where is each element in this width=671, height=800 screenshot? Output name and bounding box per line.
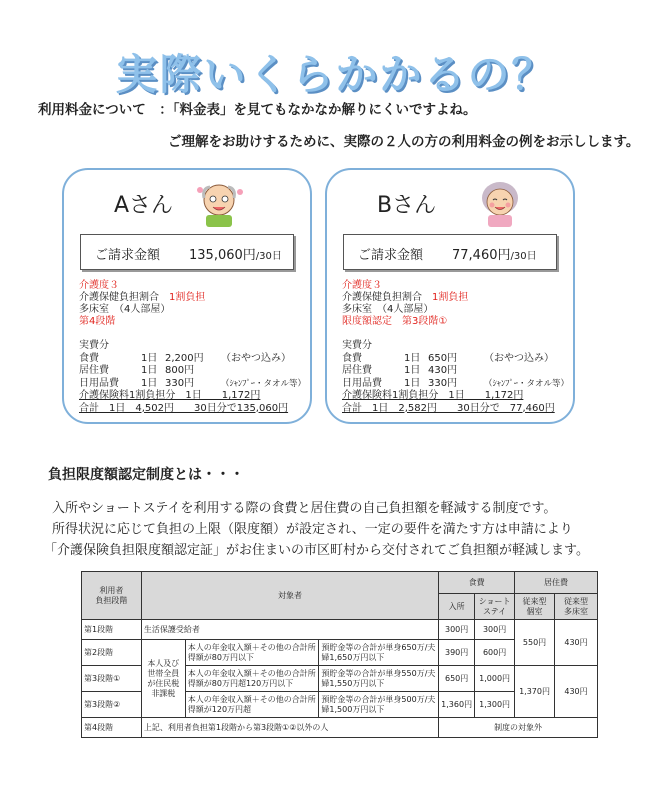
person-a-bill-box: [80, 234, 294, 270]
bill-label: ご請求金額: [358, 248, 424, 263]
person-b-bill-box: [343, 234, 557, 270]
table-row: 第4段階 上記、利用者負担第1段階から第3段階①②以外の人 制度の対象外: [82, 718, 598, 738]
cost-row: 居住費 1日 800円: [79, 365, 195, 376]
cost-row: 食費 1日 650円 （おやつ込み）: [342, 352, 554, 364]
section-heading: 負担限度額認定制度とは・・・: [48, 467, 244, 483]
person-b-info: [342, 280, 468, 328]
header-multi: 従来型 多床室: [555, 594, 598, 620]
header-nyusho: 入所: [439, 594, 475, 620]
stage: 第4段階: [79, 316, 116, 327]
cost-row: 食費 1日 2,200円 （おやつ込み）: [79, 352, 291, 364]
person-a-costs: [79, 340, 307, 415]
section-desc-3: 「介護保険負担限度額認定証」がお住まいの市区町村から交付されてご負担額が軽減します。: [44, 543, 589, 558]
costs-title: 実費分: [79, 340, 109, 351]
elderly-woman-icon: [473, 178, 527, 228]
page-title: 実際いくらかかるの？: [115, 50, 556, 99]
person-b-card: [325, 168, 575, 424]
group-label: 本人及び 世帯全員 が住民税 非課税: [141, 640, 185, 718]
bill-amount: 135,060円/30日: [189, 248, 282, 263]
section-desc-2: 所得状況に応じて負担の上限（限度額）が設定され、一定の要件を満たす方は申請により: [52, 522, 573, 537]
cost-row: 日用品費 1日 330円 （ｼｬﾝﾌﾟｰ・タオル等）: [342, 377, 570, 389]
cost-row: 居住費 1日 430円: [342, 365, 458, 376]
table-row: 第2段階 本人及び 世帯全員 が住民税 非課税 本人の年金収入額＋その他の合計所得額が80万円以下 預貯金等の合計が単身650万/夫婦1,650万円以下 390円 600円: [82, 640, 598, 666]
care-level: 介護度３: [342, 280, 382, 291]
total-line: 合計 1日 4,502円 30日分で135,060円: [79, 402, 289, 414]
bill-label: ご請求金額: [95, 248, 161, 263]
room-type: 多床室 （4人部屋）: [79, 304, 171, 315]
care-level: 介護度３: [79, 280, 119, 291]
header-stage: 利用者 負担段階: [82, 572, 142, 620]
intro-line-1: 利用料金について ：「料金表」を見てもなかなか解りにくいですよね。: [38, 102, 477, 118]
header-target: 対象者: [141, 572, 438, 620]
insurance-line: 介護保険料1割負担分 1日 1,172円: [342, 390, 524, 401]
table-row: 第3段階① 本人の年金収入額＋その他の合計所得額が80万円超120万円以下 預貯金等の合計が単身550万/夫婦1,550万円以下 650円 1,000円 1,370円 430円: [82, 666, 598, 692]
header-food: 食費: [439, 572, 515, 594]
bill-amount: 77,460円/30日: [452, 248, 537, 263]
header-individual: 従来型 個室: [515, 594, 555, 620]
costs-title: 実費分: [342, 340, 372, 351]
intro-line-2: ご理解をお助けするために、実際の２人の方の利用料金の例をお示しします。: [168, 134, 640, 150]
person-b-name: Bさん: [377, 193, 437, 218]
table-row: 第1段階 生活保護受給者 300円 300円 550円 430円: [82, 620, 598, 640]
table-row: 第3段階② 本人の年金収入額＋その他の合計所得額が120万円超 預貯金等の合計が単身500万/夫婦1,500万円以下 1,360円 1,300円: [82, 692, 598, 718]
person-a-name: Aさん: [114, 193, 174, 218]
person-b-costs: [342, 340, 570, 415]
person-a-card: [62, 168, 312, 424]
header-living: 居住費: [515, 572, 598, 594]
header-short: ショート ステイ: [475, 594, 515, 620]
room-type: 多床室 （4人部屋）: [342, 304, 434, 315]
person-a-info: [79, 280, 205, 328]
insurance-line: 介護保険料1割負担分 1日 1,172円: [79, 390, 261, 401]
elderly-man-icon: [192, 178, 246, 228]
burden-ratio: 介護保健負担割合 1割負担: [79, 292, 206, 303]
burden-limit-table: [81, 571, 598, 738]
burden-ratio: 介護保健負担割合 1割負担: [342, 292, 469, 303]
section-desc-1: 入所やショートステイを利用する際の食費と居住費の自己負担額を軽減する制度です。: [52, 501, 557, 516]
stage: 限度額認定 第3段階①: [342, 316, 448, 327]
cost-row: 日用品費 1日 330円 （ｼｬﾝﾌﾟｰ・タオル等）: [79, 377, 307, 389]
total-line: 合計 1日 2,582円 30日分で 77,460円: [342, 402, 555, 414]
